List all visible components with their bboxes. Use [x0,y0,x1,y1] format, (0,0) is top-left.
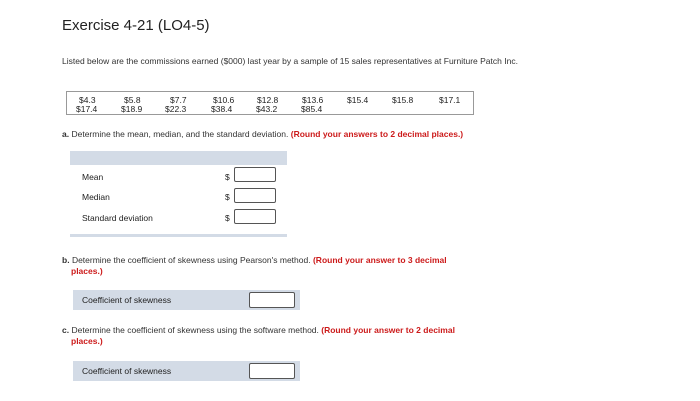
mean-currency: $ [225,172,230,182]
software-skewness-row [73,361,300,381]
data-cell: $22.3 [165,104,187,114]
commission-data-table [66,91,474,115]
question-text: Determine the coefficient of skewness using Pearson's method. [71,255,311,265]
answer-table-a [70,151,287,236]
data-cell: $15.8 [392,95,414,105]
pearson-skewness-row [73,290,300,310]
rounding-note: (Round your answer to 3 decimal [312,255,447,265]
data-cell: $7.7 [170,95,187,105]
data-cell: $18.9 [121,104,143,114]
exercise-title: Exercise 4-21 (LO4-5) [62,17,210,34]
data-cell: $43.2 [256,104,278,114]
std-dev-currency: $ [225,213,230,223]
data-cell: $13.6 [302,95,324,105]
std-dev-input[interactable] [234,209,276,224]
std-dev-label: Standard deviation [82,213,153,223]
question-c [62,325,582,347]
data-cell: $85.4 [301,104,323,114]
pearson-skewness-input[interactable] [249,292,295,308]
rounding-note: (Round your answer to 2 decimal [321,325,455,335]
pearson-skewness-label: Coefficient of skewness [82,295,172,305]
rounding-note-cont: places.) [71,266,103,276]
data-cell: $12.8 [257,95,279,105]
question-a [62,129,582,140]
software-skewness-input[interactable] [249,363,295,379]
data-cell: $10.6 [213,95,235,105]
data-cell: $38.4 [211,104,233,114]
table-header-bar [70,151,287,165]
question-b [62,255,582,277]
median-label: Median [82,192,110,202]
rounding-note-cont: places.) [71,336,103,346]
question-text: Determine the mean, median, and the standard deviation. [71,129,289,139]
data-cell: $5.8 [124,95,141,105]
rounding-note: (Round your answers to 2 decimal places.) [290,129,464,139]
table-footer-bar [70,234,287,237]
mean-label: Mean [82,172,104,182]
data-cell: $15.4 [347,95,369,105]
question-letter: c. [62,325,70,335]
data-cell: $4.3 [79,95,96,105]
intro-text: Listed below are the commissions earned ($000) last year by a sample of 15 sales representatives at Furniture Patch Inc. [62,56,518,66]
question-text: Determine the coefficient of skewness using the software method. [71,325,319,335]
median-input[interactable] [234,188,276,203]
mean-input[interactable] [234,167,276,182]
question-letter: a. [62,129,70,139]
software-skewness-label: Coefficient of skewness [82,366,172,376]
question-letter: b. [62,255,70,265]
data-cell: $17.4 [76,104,98,114]
data-cell: $17.1 [439,95,461,105]
median-currency: $ [225,192,230,202]
